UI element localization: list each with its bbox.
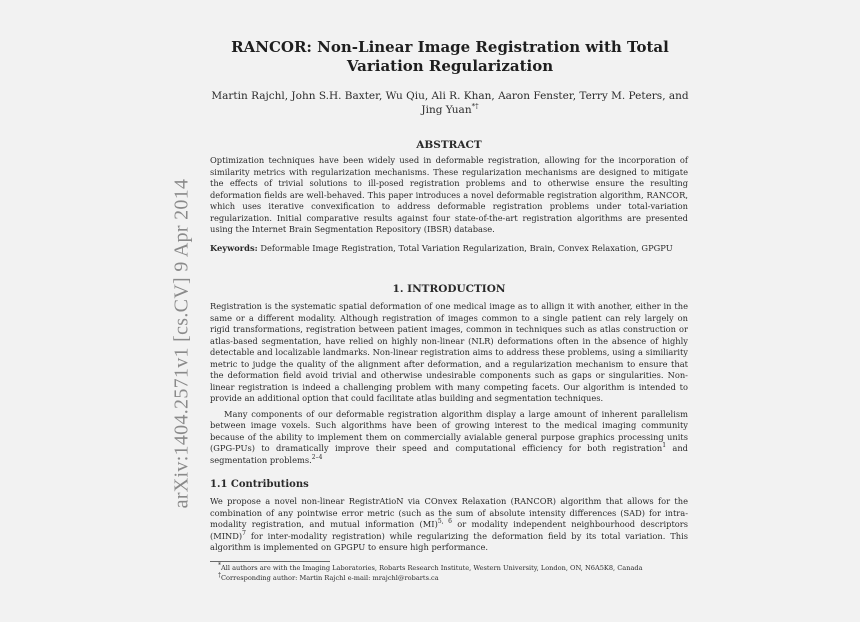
footnote-affiliation	[218, 563, 688, 573]
contributions-body	[210, 496, 688, 554]
keywords-label: Keywords:	[210, 242, 258, 253]
footnote-mark: *	[218, 561, 221, 569]
introduction-heading: 1. INTRODUCTION	[392, 283, 506, 295]
intro-paragraph-2-text-end: and segmentation problems.	[210, 443, 688, 465]
citation-ref: 1	[662, 442, 667, 450]
footnote-affiliation-text: All authors are with the Imaging Laboratories, Robarts Research Institute, Western University, London, ON, N6A5K8, Canada	[221, 564, 643, 572]
author-names: Martin Rajchl, John S.H. Baxter, Wu Qiu, Ali R. Khan, Aaron Fenster, Terry M. Peters, and Jing Yuan	[211, 90, 689, 116]
footnotes	[218, 563, 688, 583]
contributions-text: for inter-modality registration) while regularizing the deformation field by its total variation. This algorithm is implemented on GPGPU to ensure high performance.	[210, 530, 688, 552]
intro-paragraph-2-text: Many components of our deformable registration algorithm display a large amount of inherent parallelism between image voxels. Such algorithms have been of growing interest to the medical imaging community because of the ability to implement them on commercially avialable general purpose graphics processing units (GPG-PUs) to dramatically improve their speed and computational efficiency for both registration	[210, 408, 688, 453]
footnote-corresponding	[218, 573, 688, 583]
paper-title: RANCOR: Non-Linear Image Registration with Total Variation Regularization	[231, 38, 669, 75]
arxiv-identifier-margin	[170, 180, 194, 506]
introduction-body	[210, 301, 688, 466]
keywords-line	[210, 243, 688, 255]
keywords-text: Deformable Image Registration, Total Variation Regularization, Brain, Convex Relaxation, GPGPU	[260, 242, 673, 253]
author-list	[200, 89, 700, 117]
contributions-text: We propose a novel non-linear RegistrAtioN via COnvex Relaxation (RANCOR) algorithm that allows for the combination of any pointwise error metric (such as the sum of absolute intensity differences (SAD) for intra-modality registration, and mutual information (MI)	[210, 496, 688, 529]
footnote-mark: †	[218, 571, 221, 579]
abstract-text: Optimization techniques have been widely used in deformable registration, allowing for the incorporation of similarity metrics with regularization mechanisms. These regularization mechanisms are designed to mitigate the effects of trivial solutions to ill-posed registration problems and to otherwise ensure the resulting deformation fields are well-behaved. This paper introduces a novel deformable registration algorithm, RANCOR, which uses iterative convexification to address deformable registration problems under total-variation regularization. Initial comparative results against four state-of-the-art registration algorithms are presented using the Internet Brain Segmentation Repository (IBSR) database.	[210, 155, 688, 234]
footnote-corresponding-text: Corresponding author: Martin Rajchl e-mail: mrajchl@robarts.ca	[221, 574, 439, 582]
contributions-heading: 1.1 Contributions	[210, 479, 309, 490]
contributions-paragraph	[210, 496, 688, 554]
contributions-text: or modality independent neighbourhood descriptors (MIND)	[210, 519, 689, 541]
citation-ref: 5, 6	[437, 518, 452, 526]
abstract-heading: ABSTRACT	[416, 139, 482, 151]
citation-ref: 7	[242, 529, 246, 537]
author-footnote-marks: *†	[471, 102, 479, 111]
citation-ref: 2–4	[311, 453, 323, 461]
intro-paragraph-2	[210, 409, 688, 467]
arxiv-identifier: arXiv:1404.2571v1 [cs.CV] 9 Apr 2014	[170, 178, 193, 508]
abstract-body	[210, 155, 688, 254]
intro-paragraph-1: Registration is the systematic spatial deformation of one medical image as to allign it with another, either in the same or a different modality. Although registration of images common to a single patient can rely largely on rigid transformations, registration between patient images, common in techniques such as atlas construction or atlas-based segmentation, have relied on highly non-linear (NLR) deformations often in the absence of highly detectable and localizable landmarks. Non-linear registration aims to address these problems, using a similiarity metric to judge the quality of the alignment after deformation, and a regularization mechanism to ensure that the deformation field avoid trivial and otherwise undesirable components such as gaps or singularities. Non-linear registration is indeed a challenging problem with many competing facets. Our algorithm is intended to provide an additional option that could facilitate atlas building and segmentation techniques.	[210, 301, 688, 403]
footnote-divider	[210, 561, 330, 562]
